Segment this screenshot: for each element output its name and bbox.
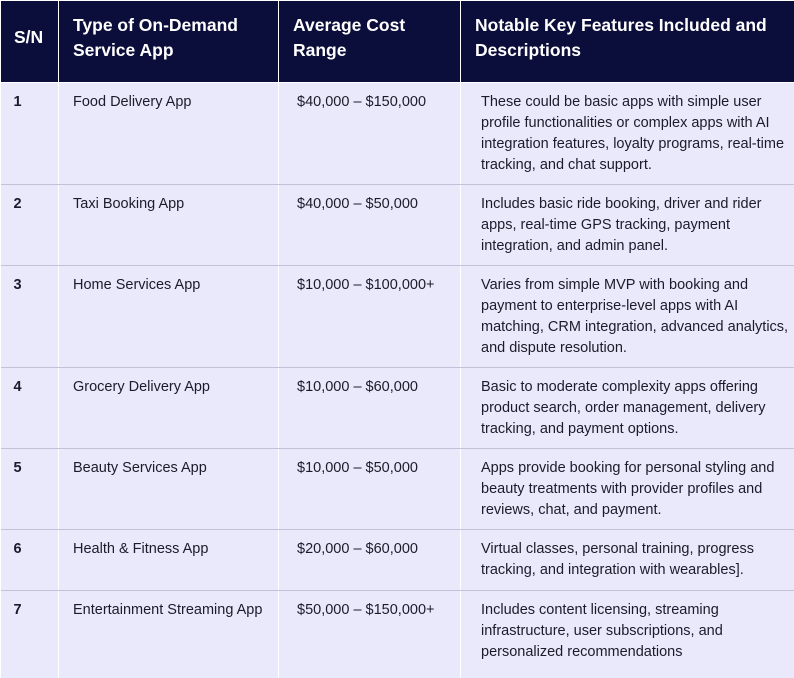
table-row [1,530,794,591]
row-cost: $10,000 – $100,000+ [279,266,461,368]
table-row [1,83,794,185]
header-sn: S/N [1,1,59,83]
row-app-type: Entertainment Streaming App [59,591,279,678]
header-app-type: Type of On-Demand Service App [59,1,279,83]
table-body [1,83,794,678]
header-row [1,1,794,83]
row-app-type: Grocery Delivery App [59,368,279,449]
table-header [1,1,794,83]
row-features: Varies from simple MVP with booking and payment to enterprise-level apps with AI matching, CRM integration, advanced analytics, and dispute resolution. [461,266,794,368]
row-features: Basic to moderate complexity apps offering product search, order management, delivery tracking, and payment options. [461,368,794,449]
row-app-type: Beauty Services App [59,449,279,530]
row-sn: 6 [1,530,59,591]
header-features: Notable Key Features Included and Descriptions [461,1,794,83]
row-sn: 1 [1,83,59,185]
row-features: Apps provide booking for personal styling and beauty treatments with provider profiles and reviews, chat, and payment. [461,449,794,530]
row-sn: 3 [1,266,59,368]
table-row [1,185,794,266]
row-sn: 2 [1,185,59,266]
row-app-type: Home Services App [59,266,279,368]
row-app-type: Taxi Booking App [59,185,279,266]
row-app-type: Health & Fitness App [59,530,279,591]
row-features: Includes basic ride booking, driver and rider apps, real-time GPS tracking, payment integration, and admin panel. [461,185,794,266]
table-row [1,368,794,449]
row-sn: 4 [1,368,59,449]
row-app-type: Food Delivery App [59,83,279,185]
row-features: These could be basic apps with simple user profile functionalities or complex apps with AI integration features, loyalty programs, real-time tracking, and chat support. [461,83,794,185]
row-features: Includes content licensing, streaming infrastructure, user subscriptions, and personalized recommendations [461,591,794,678]
row-cost: $50,000 – $150,000+ [279,591,461,678]
row-cost: $10,000 – $50,000 [279,449,461,530]
table-row [1,591,794,678]
row-cost: $40,000 – $150,000 [279,83,461,185]
row-sn: 7 [1,591,59,678]
header-cost-range: Average Cost Range [279,1,461,83]
row-cost: $40,000 – $50,000 [279,185,461,266]
table-row [1,266,794,368]
row-cost: $10,000 – $60,000 [279,368,461,449]
table-row [1,449,794,530]
row-cost: $20,000 – $60,000 [279,530,461,591]
row-features: Virtual classes, personal training, progress tracking, and integration with wearables]. [461,530,794,591]
row-sn: 5 [1,449,59,530]
